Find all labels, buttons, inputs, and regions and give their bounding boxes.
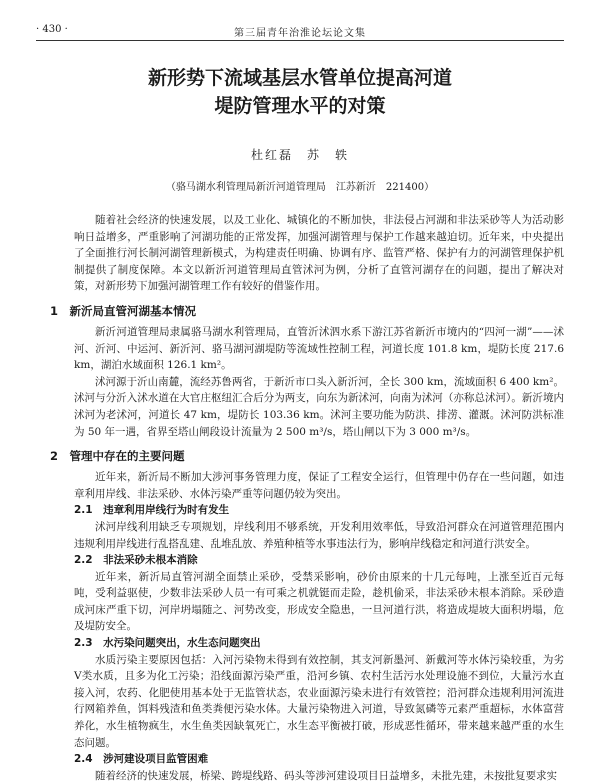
abstract: 随着社会经济的快速发展，以及工业化、城镇化的不断加快，非法侵占河湖和非法采砂等人为活动影响日益增多，严重影响了河湖功能的正常发挥，加强河湖管理与保护工作越来越迫切。近年来，中央提出了全面推行河长制河湖管理新模式，为构建责任明确、协调有序、监管严格、保护有力的河湖管理保护机制提供了制度保障。本文以新沂河道管理局直管沭河为例，分析了直管河湖存在的问题，提出了解决对策，对新形势下加强河湖管理工作有较好的借鉴作用。 <box>74 214 564 293</box>
title-line-1: 新形势下流域基层水管单位提高河道 <box>147 67 452 89</box>
paragraph: 水质污染主要原因包括：入河污染物未得到有效控制，其支河新墨河、新戴河等水体污染较重，为劣Ⅴ类水质，且多为化工污染；沿线面源污染严重，沿河乡镇、农村生活污水处理设施不到位，大量污水直接入河，农药、化肥使用基本处于无监管状态，农业面源污染未进行有效管控；沿河群众违规利用河流进行网箱养鱼，饵料残渣和鱼类粪便污染水体。大量污染物进入河道，导致氮磷等元素严重超标，水体富营养化，水生植物疯生，水生鱼类因缺氧死亡，水生态平衡被打破，形成恶性循环，带来越来越严重的水生态问题。 <box>74 653 564 749</box>
subsection-heading-2-4: 2.4 涉河建设项目监管困难 <box>74 753 209 766</box>
subsection-heading-2-1: 2.1 违章利用岸线行为时有发生 <box>74 504 230 517</box>
paragraph: 近年来，新沂局直管河湖全面禁止采砂，受禁采影响，砂价由原来的十几元每吨，上涨至近百元每吨，受利益驱使，少数非法采砂人员一有可乘之机就铤而走险，趁机偷采，非法采砂未根本消除。采砂造成河床严重下切，河岸坍塌随之、河势改变，形成安全隐患，一旦河道行洪，将造成堤坡大面积坍塌，危及堤防安全。 <box>74 570 564 633</box>
subsection-heading-2-2: 2.2 非法采砂未根本消除 <box>74 554 198 567</box>
paragraph: 沭河岸线利用缺乏专项规划，岸线利用不够系统，开发利用效率低，导致沿河群众在河道管理范围内违规利用岸线进行乱搭乱建、乱堆乱放、养殖种植等水事违法行为，影响岸线稳定和河道行洪安全。 <box>74 520 564 550</box>
section-heading-2: 2 管理中存在的主要问题 <box>50 449 185 464</box>
paragraph: 沭河源于沂山南麓，流经苏鲁两省，于新沂市口头入新沂河，全长 300 km，流域面积 6 400 km²。沭河与分沂入沭水道在大官庄枢纽汇合后分为两支，向东为新沭河，向南为沭河（亦称总沭河）。新沂境内沭河为老沭河，河道长 47 km，堤防长 103.36 km。沭河主要功能为防洪、排涝、灌溉。沭河防洪标准为 50 年一遇，省界至塔山闸段设计流量为 2 500 m³/s，塔山闸以下为 3 000 m³/s。 <box>74 375 564 438</box>
paper-title <box>36 64 564 120</box>
authors: 杜红磊 苏 轶 <box>250 148 349 162</box>
paper-body <box>50 212 564 784</box>
page-number: · 430 · <box>36 24 68 35</box>
paragraph: 近年来，新沂局不断加大涉河事务管理力度，保证了工程安全运行，但管理中仍存在一些问题，如违章利用岸线、非法采砂、水体污染严重等问题仍较为突出。 <box>74 471 564 500</box>
paragraph: 随着经济的快速发展，桥梁、跨堤线路、码头等涉河建设项目日益增多，未批先建，未按批复要求实 <box>95 769 557 782</box>
affiliation: （骆马湖水利管理局新沂河道管理局 江苏新沂 221400） <box>165 182 435 193</box>
title-line-2: 堤防管理水平的对策 <box>214 95 386 117</box>
section-heading-1: 1 新沂局直管河湖基本情况 <box>50 303 197 318</box>
running-head <box>36 22 564 41</box>
paragraph: 新沂河道管理局隶属骆马湖水利管理局，直管沂沭泗水系下游江苏省新沂市境内的“四河一湖”——沭河、沂河、中运河、新沂河、骆马湖河湖堤防等流域性控制工程，河道长度 101.8 km，堤防长度 217.6 km，湖泊水域面积 126.1 km²。 <box>74 325 564 372</box>
journal-title: 第三届青年治淮论坛论文集 <box>234 28 366 39</box>
subsection-heading-2-3: 2.3 水污染问题突出，水生态问题突出 <box>74 637 261 650</box>
